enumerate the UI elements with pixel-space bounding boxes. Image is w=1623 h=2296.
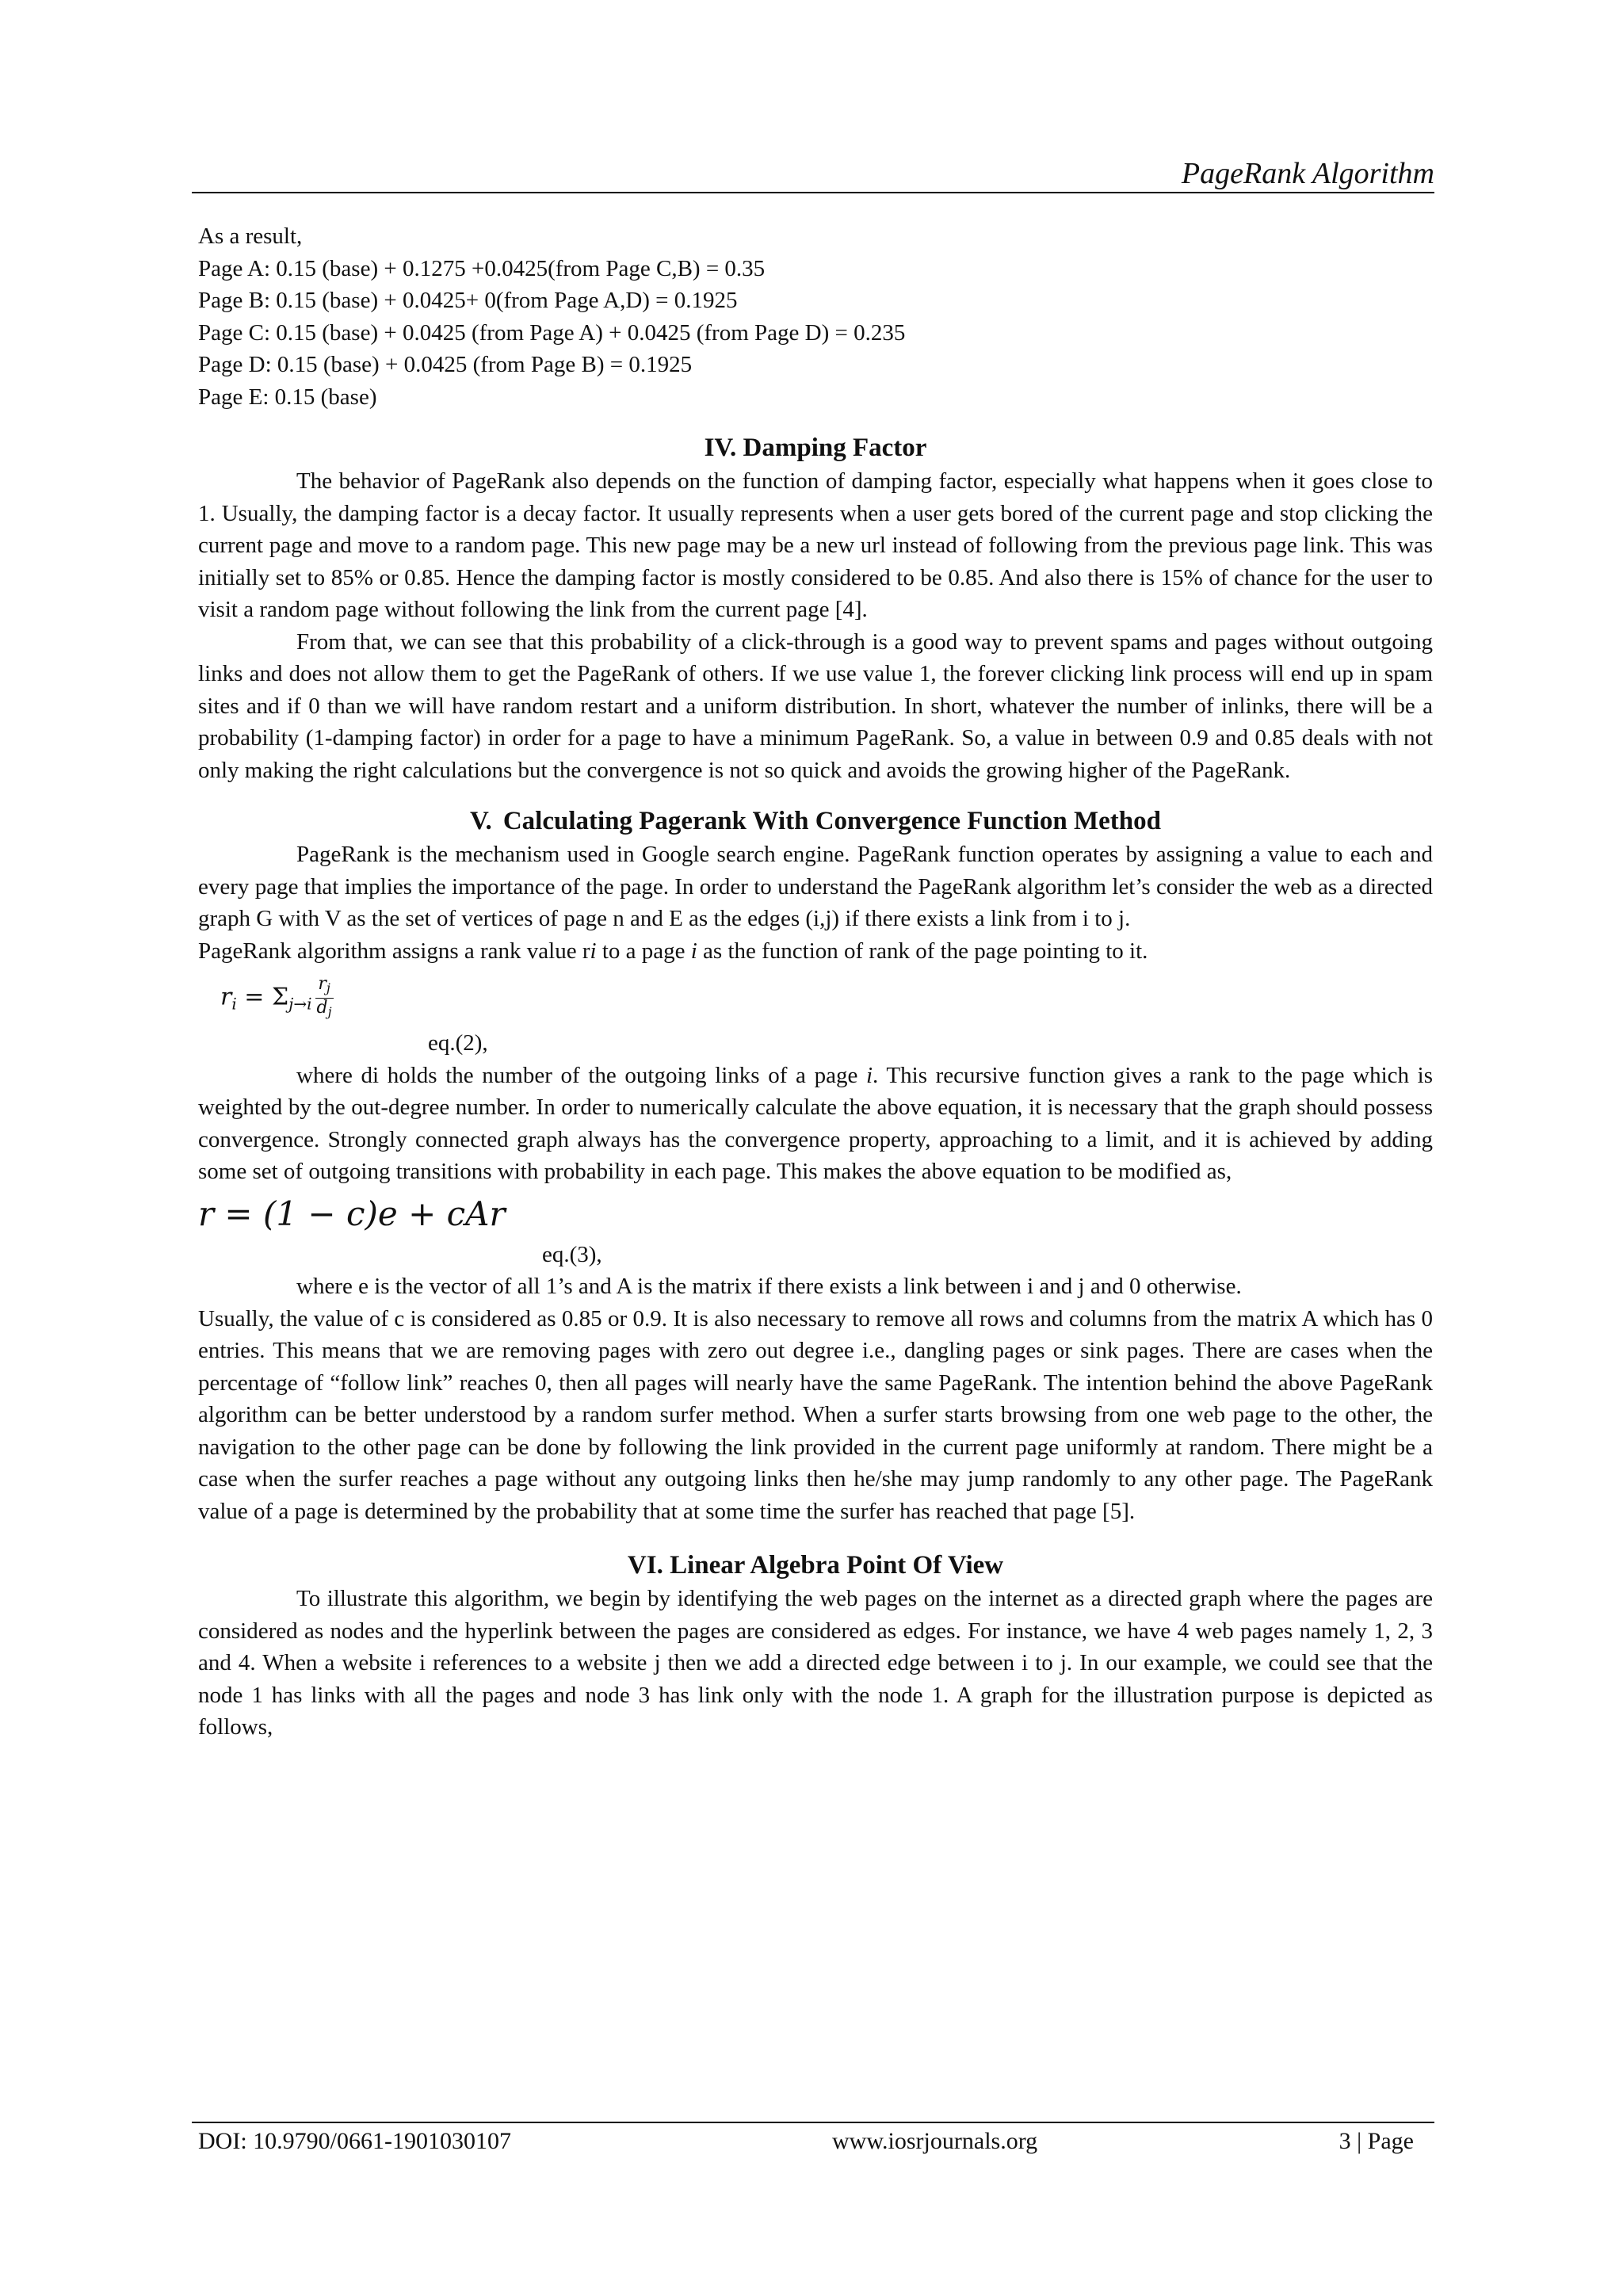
result-line-page-e: Page E: 0.15 (base) (198, 384, 377, 410)
result-line-page-c: Page C: 0.15 (base) + 0.0425 (from Page A) + 0.0425 (from Page D) = 0.235 (198, 319, 906, 346)
section-heading-damping-factor: IV. Damping Factor (704, 434, 927, 462)
result-line-page-a: Page A: 0.15 (base) + 0.1275 +0.0425(from Page C,B) = 0.35 (198, 255, 766, 281)
equation-3 (198, 1188, 1433, 1271)
equation-3-formula: r = (1 − c)e + cAr (198, 1194, 506, 1233)
convergence-paragraph-5: Usually, the value of c is considered as 0.85 or 0.9. It is also necessary to remove all rows and columns from the matrix A which has 0 entries. This means that we are removing pages with zero out degree i.e., dangling pages or sink pages. There are cases when the percentage of “follow link” reaches 0, then all pages will nearly have the same PageRank. The intention behind the above PageRank algorithm can be better understood by a random surfer method. When a surfer starts browsing from one web page to the other, the navigation to the other page can be done by following the link provided in the current page uniformly at random. There might be a case when the surfer reaches a page without any outgoing links then he/she may jump randomly to any other page. The PageRank value of a page is determined by the probability that at some time the surfer has reached that page [5]. (198, 1305, 1433, 1524)
section-number-v: V. (469, 807, 492, 835)
damping-paragraph-2: From that, we can see that this probability of a click-through is a good way to prevent spams and pages without outgoing links and does not allow them to get the PageRank of others. If we use value 1, the forever clicking link process will end up in spam sites and if 0 than we will have random restart and a uniform distribution. In short, whatever the number of inlinks, there will be a probability (1-damping factor) in order for a page to have a minimum PageRank. So, a value in between 0.9 and 0.85 deals with not only making the right calculations but the convergence is not so quick and avoids the growing higher of the PageRank. (198, 628, 1433, 783)
convergence-paragraph-3: where di holds the number of the outgoing links of a page i. This recursive function gives a rank to the page which is weighted by the out-degree number. In order to numerically calculate the above equation, it is necessary that the graph should possess convergence. Strongly connected graph always has the convergence property, approaching to a limit, and it is achieved by adding some set of outgoing transitions with probability in each page. This makes the above equation to be modified as, (198, 1062, 1433, 1184)
running-header (192, 155, 1434, 193)
results-intro: As a result, (198, 223, 303, 249)
convergence-paragraph-1: PageRank is the mechanism used in Google search engine. PageRank function operates by assigning a value to each and every page that implies the importance of the page. In order to understand the PageRank algorithm let’s consider the web as a directed graph G with V as the set of vertices of page n and E as the edges (i,j) if there exists a link from i to j. (198, 842, 1433, 931)
results-block (198, 220, 1433, 413)
running-title: PageRank Algorithm (1181, 157, 1434, 190)
footer-page-number: 3 | Page (1338, 2128, 1414, 2154)
linear-algebra-paragraph-1: To illustrate this algorithm, we begin by identifying the web pages on the internet as a directed graph where the pages are considered as nodes and the hyperlink between the pages are considered as edges. For instance, we have 4 web pages namely 1, 2, 3 and 4. When a website i references to a website j then we add a directed edge between i to j. In our example, we could see that the node 1 has links with all the pages and node 3 has link only with the node 1. A graph for the illustration purpose is depicted as follows, (198, 1586, 1433, 1740)
running-footer (192, 2122, 1434, 2160)
equation-2-formula: $r_i = \Sigma_{j\to i}$ $\frac{r_j}{d_j}$ (198, 967, 1433, 1029)
article-body (198, 220, 1433, 1744)
section-title-convergence: Calculating Pagerank With Convergence Function Method (502, 807, 1162, 835)
section-heading-linear-algebra: VI. Linear Algebra Point Of View (627, 1551, 1004, 1580)
equation-3-label: eq.(3), (542, 1241, 602, 1267)
result-line-page-d: Page D: 0.15 (base) + 0.0425 (from Page B) = 0.1925 (198, 352, 693, 377)
footer-site-link[interactable]: www.iosrjournals.org (832, 2128, 1038, 2154)
equation-2-fraction: $\frac{r_j}{d_j}$ (316, 974, 332, 1019)
convergence-paragraph-4: where e is the vector of all 1’s and A is the matrix if there exists a link between i and j and 0 otherwise. (296, 1274, 1242, 1299)
convergence-paragraph-2: PageRank algorithm assigns a rank value ri to a page i as the function of rank of the page pointing to it. (198, 938, 1148, 964)
section-heading-convergence (198, 804, 1433, 839)
equation-2-label: eq.(2), (428, 1030, 488, 1056)
equation-2 (198, 967, 1433, 1060)
footer-doi: DOI: 10.9790/0661-1901030107 (198, 2128, 511, 2154)
damping-paragraph-1: The behavior of PageRank also depends on the function of damping factor, especially what happens when it goes close to 1. Usually, the damping factor is a decay factor. It usually represents when a user gets bored of the current page and stop clicking the current page and move to a random page. This new page may be a new url instead of following from the previous page link. This was initially set to 85% or 0.85. Hence the damping factor is mostly considered to be 0.85. And also there is 15% of chance for the user to visit a random page without following the link from the current page [4]. (198, 468, 1433, 622)
result-line-page-b: Page B: 0.15 (base) + 0.0425+ 0(from Page A,D) = 0.1925 (198, 288, 738, 313)
